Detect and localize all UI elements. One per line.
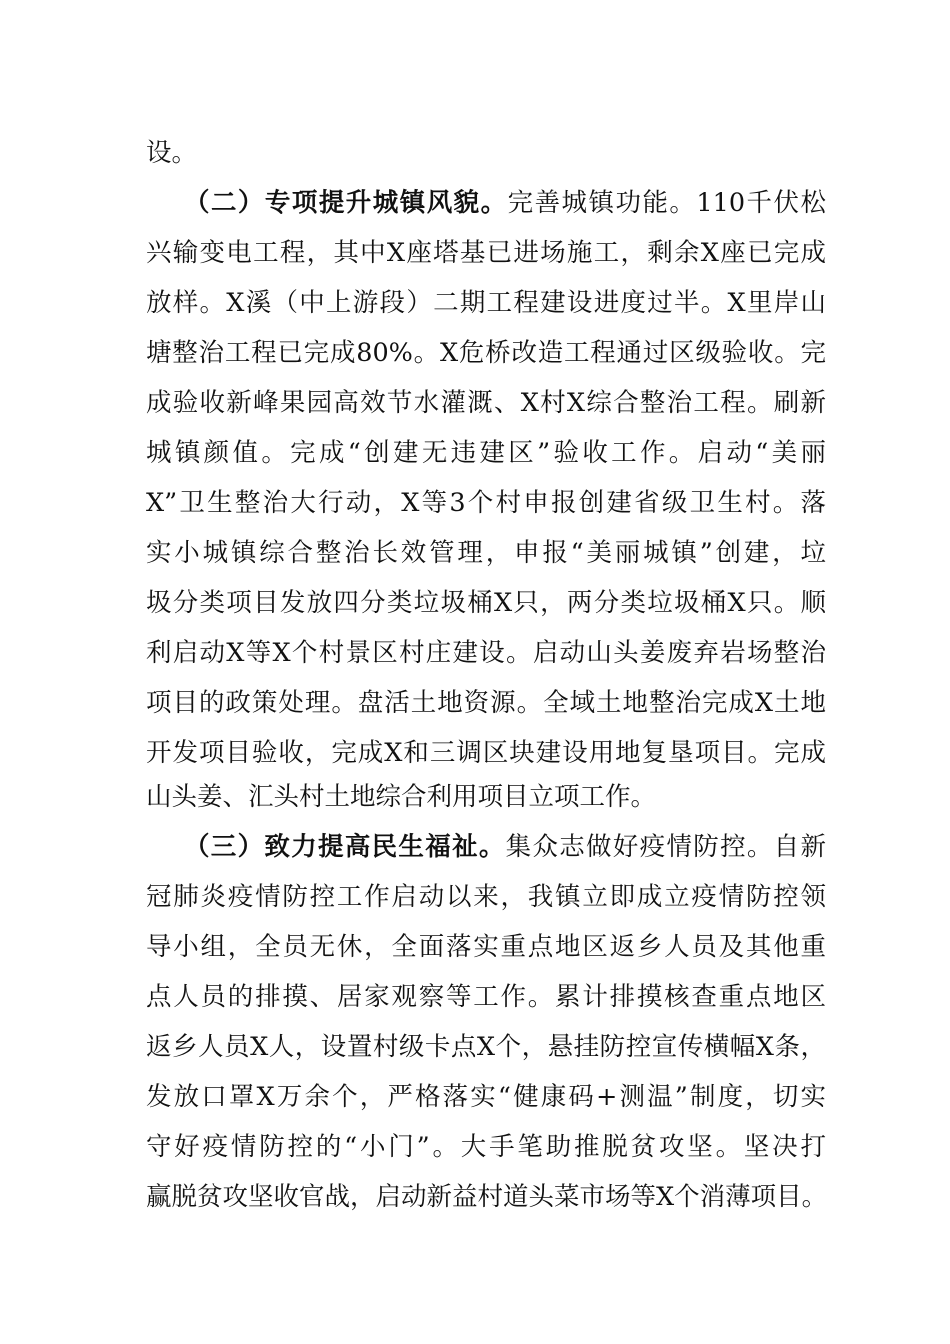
text-line: 兴输变电工程，其中X座塔基已进场施工，剩余X座已完成	[146, 238, 826, 268]
text-line: 赢脱贫攻坚收官战，启动新益村道头菜市场等X个消薄项目。	[146, 1182, 828, 1212]
text-segment: 集众志做好疫情防控。自新	[505, 832, 826, 862]
section-heading-3: （三）致力提高民生福祉。	[184, 832, 506, 862]
text-line: 塘整治工程已完成80%。X危桥改造工程通过区级验收。完	[146, 338, 826, 368]
text-line: 守好疫情防控的“小门”。大手笔助推脱贫攻坚。坚决打	[146, 1132, 826, 1162]
text-line: X”卫生整治大行动，X等3个村申报创建省级卫生村。落	[146, 488, 826, 518]
text-line: 设。	[146, 138, 198, 168]
text-line: 实小城镇综合整治长效管理，申报“美丽城镇”创建，垃	[146, 538, 826, 568]
text-line: 放样。X溪（中上游段）二期工程建设进度过半。X里岸山	[146, 288, 826, 318]
text-line: 点人员的排摸、居家观察等工作。累计排摸核查重点地区	[146, 982, 826, 1012]
text-line: 利启动X等X个村景区村庄建设。启动山头姜废弃岩场整治	[146, 638, 826, 668]
text-segment: 完善城镇功能。110千伏松	[507, 188, 826, 218]
text-line: 项目的政策处理。盘活土地资源。全域土地整治完成X土地	[146, 688, 826, 718]
section-heading-2: （二）专项提升城镇风貌。	[184, 188, 508, 218]
text-line: 山头姜、汇头村土地综合利用项目立项工作。	[146, 782, 657, 812]
text-line: 圾分类项目发放四分类垃圾桶X只，两分类垃圾桶X只。顺	[146, 588, 826, 618]
text-line: 成验收新峰果园高效节水灌溉、X村X综合整治工程。刷新	[146, 388, 826, 418]
text-line: 冠肺炎疫情防控工作启动以来，我镇立即成立疫情防控领	[146, 882, 826, 912]
paragraph-3-line	[184, 822, 826, 872]
text-line: 导小组，全员无休，全面落实重点地区返乡人员及其他重	[146, 932, 826, 962]
text-line: 发放口罩X万余个，严格落实“健康码+测温”制度，切实	[146, 1082, 826, 1112]
text-line: 返乡人员X人，设置村级卡点X个，悬挂防控宣传横幅X条，	[146, 1032, 826, 1062]
paragraph-2-line	[184, 178, 826, 228]
text-line: 开发项目验收，完成X和三调区块建设用地复垦项目。完成	[146, 738, 826, 768]
text-line: 城镇颜值。完成“创建无违建区”验收工作。启动“美丽	[146, 438, 826, 468]
